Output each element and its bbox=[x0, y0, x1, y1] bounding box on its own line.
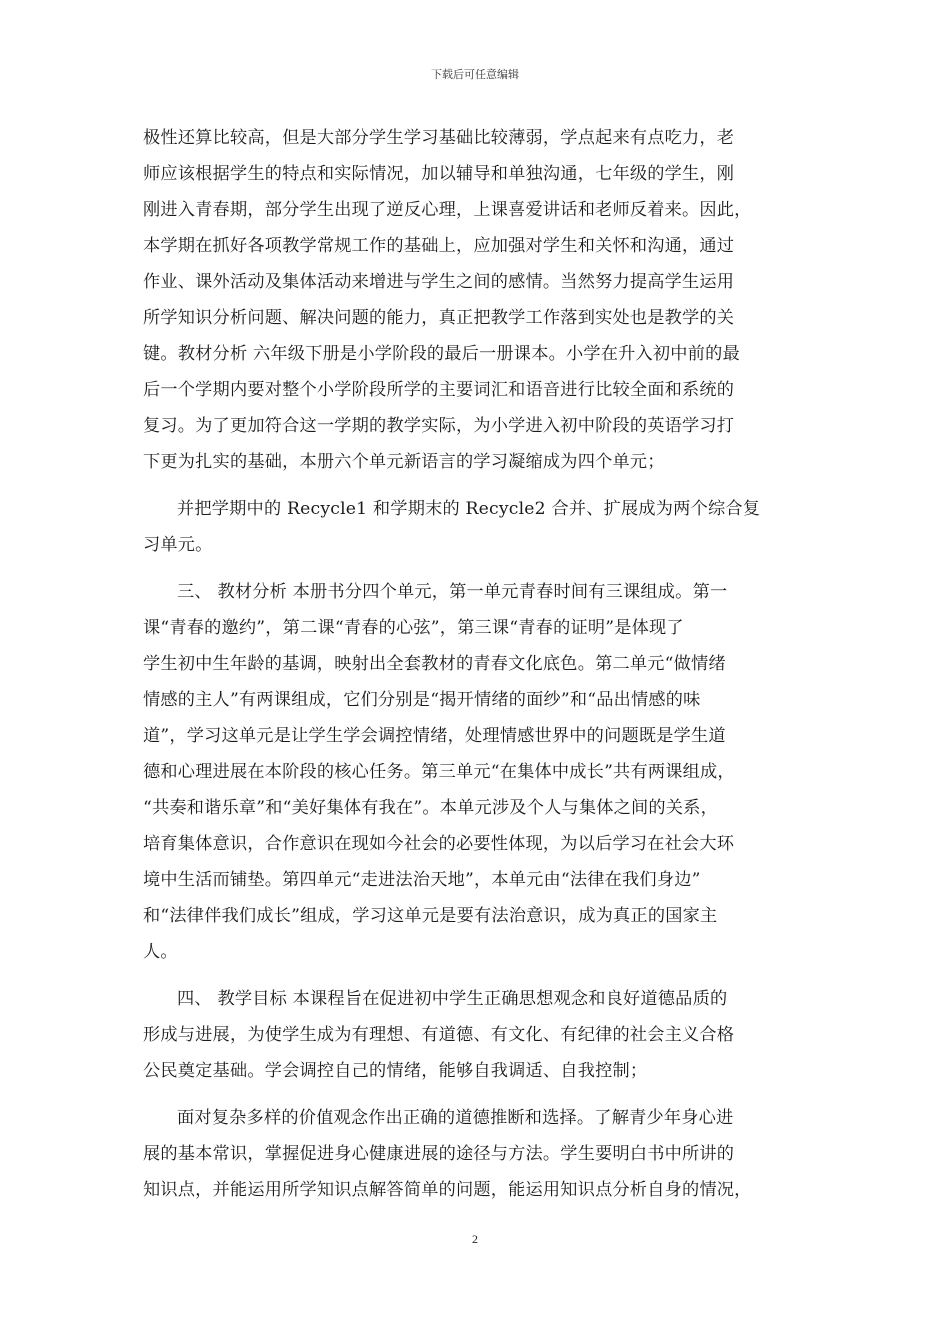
paragraph-1 bbox=[143, 120, 819, 480]
text-line: 人。 bbox=[143, 942, 178, 962]
text-line: 所学知识分析问题、解决问题的能力，真正把教学工作落到实处也是教学的关 bbox=[143, 308, 735, 328]
paragraph-3 bbox=[143, 574, 819, 970]
text-line: “共奏和谐乐章”和“美好集体有我在”。本单元涉及个人与集体之间的关系， bbox=[143, 798, 718, 818]
text-line: 德和心理进展在本阶段的核心任务。第三单元“在集体中成长”共有两课组成， bbox=[143, 762, 735, 782]
text-line: 后一个学期内要对整个小学阶段所学的主要词汇和语音进行比较全面和系统的 bbox=[143, 380, 735, 400]
text-line: 情感的主人”有两课组成，它们分别是“揭开情绪的面纱”和“品出情感的味 bbox=[143, 690, 701, 710]
text-line: 学生初中生年龄的基调，映射出全套教材的青春文化底色。第二单元“做情绪 bbox=[143, 654, 726, 674]
text-line: 复习。为了更加符合这一学期的教学实际，为小学进入初中阶段的英语学习打 bbox=[143, 416, 735, 436]
text-line: 境中生活而铺垫。第四单元“走进法治天地”，本单元由“法律在我们身边” bbox=[143, 870, 701, 890]
text-line: 习单元。 bbox=[143, 535, 213, 555]
text-line: 刚进入青春期，部分学生出现了逆反心理，上课喜爱讲话和老师反着来。因此， bbox=[143, 200, 752, 220]
text-line: 四、 教学目标 本课程旨在促进初中学生正确思想观念和良好道德品质的 bbox=[177, 989, 728, 1009]
text-line: 展的基本常识，掌握促进身心健康进展的途径与方法。学生要明白书中所讲的 bbox=[143, 1144, 735, 1164]
text-line: 课“青春的邀约”，第二课“青春的心弦”，第三课“青春的证明”是体现了 bbox=[143, 618, 684, 638]
page-number: 2 bbox=[472, 1232, 478, 1246]
text-line: 培育集体意识，合作意识在现如今社会的必要性体现，为以后学习在社会大环 bbox=[143, 834, 735, 854]
text-line: 师应该根据学生的特点和实际情况，加以辅导和单独沟通，七年级的学生，刚 bbox=[143, 164, 735, 184]
text-line: 公民奠定基础。学会调控自己的情绪，能够自我调适、自我控制； bbox=[143, 1061, 648, 1081]
text-line: 知识点，并能运用所学知识点解答简单的问题，能运用知识点分析自身的情况， bbox=[143, 1180, 752, 1200]
text-line: 极性还算比较高，但是大部分学生学习基础比较薄弱，学点起来有点吃力，老 bbox=[143, 128, 735, 148]
text-line: 面对复杂多样的价值观念作出正确的道德推断和选择。了解青少年身心进 bbox=[177, 1108, 734, 1128]
text-line: 本学期在抓好各项教学常规工作的基础上，应加强对学生和关怀和沟通，通过 bbox=[143, 236, 735, 256]
paragraph-4 bbox=[143, 981, 819, 1089]
page-header: 下载后可任意编辑 bbox=[431, 68, 519, 81]
text-line: 作业、课外活动及集体活动来增进与学生之间的感情。当然努力提高学生运用 bbox=[143, 272, 735, 292]
text-line: 和“法律伴我们成长”组成，学习这单元是要有法治意识，成为真正的国家主 bbox=[143, 906, 718, 926]
text-line: 三、 教材分析 本册书分四个单元，第一单元青春时间有三课组成。第一 bbox=[177, 582, 728, 602]
text-line: 形成与进展，为使学生成为有理想、有道德、有文化、有纪律的社会主义合格 bbox=[143, 1025, 735, 1045]
text-line: 道”，学习这单元是让学生学会调控情绪，处理情感世界中的问题既是学生道 bbox=[143, 726, 726, 746]
paragraph-2 bbox=[143, 491, 819, 563]
text-line: 并把学期中的 Recycle1 和学期末的 Recycle2 合并、扩展成为两个综合复 bbox=[177, 499, 761, 519]
document-body bbox=[143, 120, 819, 1208]
paragraph-5 bbox=[143, 1100, 819, 1208]
text-line: 下更为扎实的基础，本册六个单元新语言的学习凝缩成为四个单元； bbox=[143, 452, 665, 472]
text-line: 键。教材分析 六年级下册是小学阶段的最后一册课本。小学在升入初中前的最 bbox=[143, 344, 740, 364]
